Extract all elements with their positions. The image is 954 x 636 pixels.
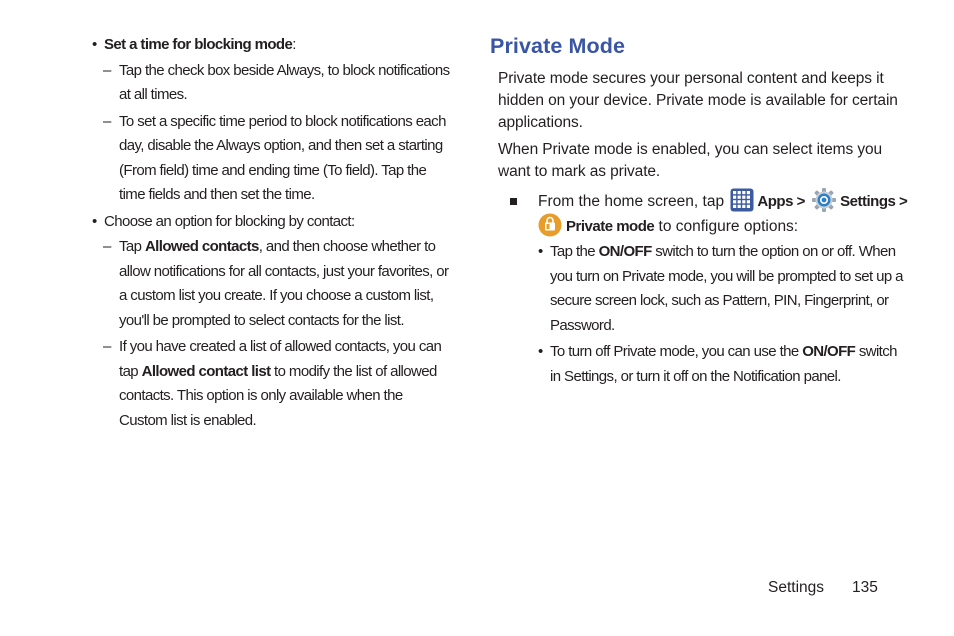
bullet-contact-blocking [92,210,452,235]
bullet-lead-tail: : [292,36,296,53]
instruction-step [538,189,910,239]
settings-label: Settings > [840,193,908,210]
sub-bullet-text: If you have created a list of allowed contacts, you can tap [119,338,442,380]
sub-bullet [92,110,452,208]
footer-section: Settings [768,579,825,596]
option-item [538,340,910,389]
sub-bullet [92,59,452,108]
bullet-lead-bold: Set a time for blocking mode [104,36,293,53]
sub-bullet [92,335,452,433]
option-text: switch in Settings, or turn it off on the Notification panel. [550,343,897,385]
option-text: To turn off Private mode, you can use the [550,343,803,360]
on-off-term: ON/OFF [802,343,856,360]
sub-bullet-text: to modify the list of allowed contacts. This option is only available when the Custom list is enabled. [119,362,437,429]
step-prefix: From the home screen, tap [538,193,725,210]
allowed-contacts-term: Allowed contacts [144,238,259,255]
right-column [490,33,910,391]
dash-marker: – [103,61,111,79]
dash-marker: – [103,112,111,130]
on-off-term: ON/OFF [598,243,652,260]
apps-label: Apps > [757,193,805,210]
sub-bullet [92,235,452,333]
sub-bullet-text: Tap [119,238,145,255]
page-footer [768,579,878,597]
option-item [538,240,910,338]
bullet-time-blocking [92,33,452,58]
allowed-contact-list-term: Allowed contact list [141,362,271,380]
intro-paragraph: Private mode secures your personal content and keeps it hidden on your device. Private mode is available for certain applications. [498,70,898,131]
section-title: Private Mode [490,34,626,58]
option-list [538,240,910,389]
apps-grid-icon [730,188,754,212]
bullet-lead-tail: • Choose an option for blocking by contact: [104,212,355,230]
page-number: 135 [852,579,878,596]
private-mode-label: Private mode [566,218,655,235]
sub-bullet-text: To set a specific time period to block notifications each day, disable the Always option, and then set a starting (From field) time and ending time (To field). Tap the time fields and then set the time. [119,112,446,203]
step-suffix: to configure options: [654,218,799,235]
option-text: switch to turn the option on or off. When you turn on Private mode, you will be prompted to set up a secure screen lock, such as Pattern, PIN, Fingerprint, or Password. [550,243,903,334]
left-column [92,33,452,435]
square-bullet [510,198,517,205]
settings-gear-icon [811,187,837,213]
second-paragraph: When Private mode is enabled, you can select items you want to mark as private. [498,141,883,180]
sub-bullet-text: , and then choose whether to allow notifications for all contacts, just your favorites, or a custom list you create. If you choose a custom list, you'll be prompted to select contacts for the list. [119,238,449,329]
private-mode-lock-icon [538,213,562,237]
dash-marker: – [103,338,111,355]
sub-bullet-text: Tap the check box beside Always, to block notifications at all times. [119,61,450,103]
option-text: Tap the [550,243,599,260]
dash-marker: – [103,238,111,255]
